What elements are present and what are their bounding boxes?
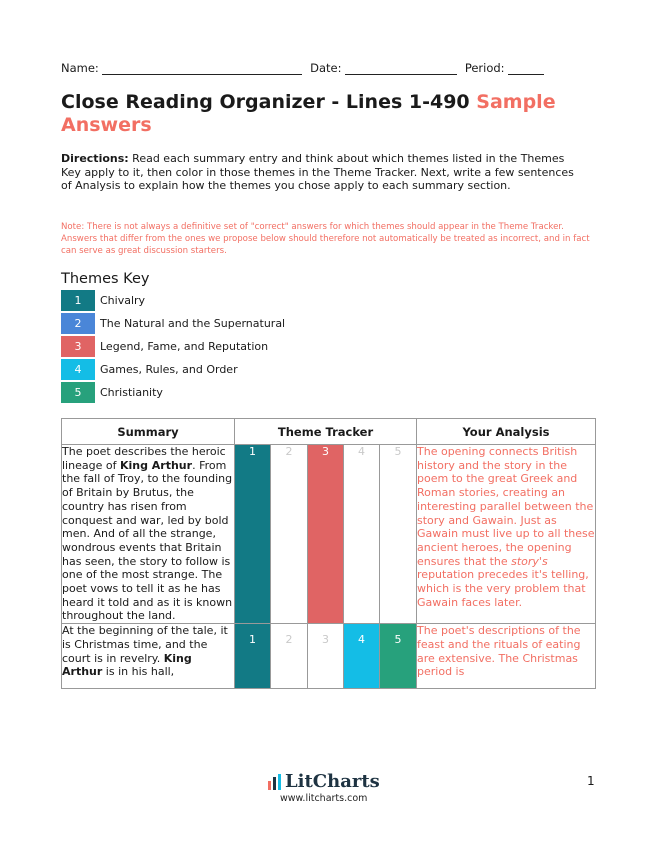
analysis-text: The opening connects British history and the story in the poem to the great Greek and Roman stories, creating an interesting parallel between the story and Gawain. Just as Gawain must live up to all these ancient heroes, the opening ensures that the	[417, 445, 595, 568]
directions-text: Read each summary entry and think about which themes listed in the Themes Key apply to it, then color in those themes in the Theme Tracker. Next, write a few sentences of Analysis to explain how the themes you chose apply to each summary section.	[61, 152, 574, 193]
theme-label: Chivalry	[100, 294, 146, 307]
theme-cell-5[interactable]: 5	[380, 445, 417, 624]
theme-key-item	[61, 382, 361, 403]
theme-key-item	[61, 290, 361, 311]
theme-label: Christianity	[100, 386, 163, 399]
page-number: 1	[587, 774, 595, 788]
themes-key-heading: Themes Key	[61, 271, 150, 287]
table-row	[62, 624, 596, 689]
theme-key-item	[61, 336, 361, 357]
period-field[interactable]	[508, 62, 544, 75]
student-info-line	[61, 61, 601, 75]
directions-label: Directions:	[61, 152, 129, 165]
summary-text: . From the fall of Troy, to the founding of Britain by Brutus, the country has risen from conquest and war, led by bold men. And of all the strange, wondrous events that Britain has seen, the story to follow is one of the most strange. The poet vows to tell it as he has heard it told and as it is known throughout the land.	[62, 458, 233, 623]
summary-cell	[62, 445, 235, 624]
theme-cell-1[interactable]: 1	[235, 624, 271, 689]
analysis-text: The poet's descriptions of the feast and the rituals of eating are extensive. The Christmas period is	[417, 624, 581, 679]
theme-label: Legend, Fame, and Reputation	[100, 340, 269, 353]
theme-cell-5[interactable]: 5	[380, 624, 417, 689]
theme-key-item	[61, 359, 361, 380]
table-row	[62, 445, 596, 624]
table-header-row	[62, 419, 596, 445]
theme-cell-1[interactable]: 1	[235, 445, 271, 624]
analysis-header: Your Analysis	[417, 419, 596, 445]
theme-key-item	[61, 313, 361, 334]
title-sample: Sample Answers	[61, 91, 556, 136]
theme-swatch: 4	[61, 359, 95, 380]
theme-swatch: 5	[61, 382, 95, 403]
character-name: King Arthur	[62, 651, 192, 679]
note: Note: There is not always a definitive set of "correct" answers for which themes should appear in the Theme Tracker. Answers that differ from the ones we propose below should therefore not automatically be treated as incorrect, and in fact can serve as great discussion starters.	[61, 222, 590, 256]
analysis-cell	[417, 624, 596, 689]
analysis-emphasis: story's	[511, 554, 548, 568]
date-label: Date:	[310, 61, 342, 75]
analysis-cell	[417, 445, 596, 624]
theme-swatch: 1	[61, 290, 95, 311]
theme-cell-3[interactable]: 3	[308, 624, 344, 689]
title-main: Close Reading Organizer - Lines 1-490	[61, 91, 470, 113]
logo-url[interactable]: www.litcharts.com	[280, 793, 368, 804]
theme-cell-2[interactable]: 2	[271, 624, 308, 689]
theme-cell-4[interactable]: 4	[344, 445, 380, 624]
theme-tracker-header: Theme Tracker	[235, 419, 417, 445]
summary-header: Summary	[62, 419, 235, 445]
page-title	[61, 91, 621, 137]
theme-label: Games, Rules, and Order	[100, 363, 238, 376]
summary-text: The poet describes the heroic lineage of	[62, 445, 226, 472]
theme-swatch: 2	[61, 313, 95, 334]
analysis-text: reputation precedes it's telling, which is the very problem that Gawain faces later.	[417, 568, 589, 609]
litcharts-logo[interactable]	[268, 771, 398, 804]
name-field[interactable]	[102, 62, 302, 75]
logo-wordmark	[268, 771, 398, 792]
logo-text: LitCharts	[285, 771, 380, 792]
directions	[61, 152, 586, 193]
organizer-table	[61, 418, 596, 689]
theme-cell-3[interactable]: 3	[308, 445, 344, 624]
theme-cell-2[interactable]: 2	[271, 445, 308, 624]
name-label: Name:	[61, 61, 99, 75]
theme-label: The Natural and the Supernatural	[100, 317, 286, 330]
date-field[interactable]	[345, 62, 457, 75]
theme-swatch: 3	[61, 336, 95, 357]
summary-cell	[62, 624, 235, 689]
summary-text: is in his hall,	[102, 665, 175, 679]
character-name: King Arthur	[119, 458, 193, 472]
theme-cell-4[interactable]: 4	[344, 624, 380, 689]
logo-bars-icon	[268, 774, 282, 790]
period-label: Period:	[464, 61, 505, 75]
summary-text: At the beginning of the tale, it is Christmas time, and the court is in revelry.	[62, 624, 228, 665]
